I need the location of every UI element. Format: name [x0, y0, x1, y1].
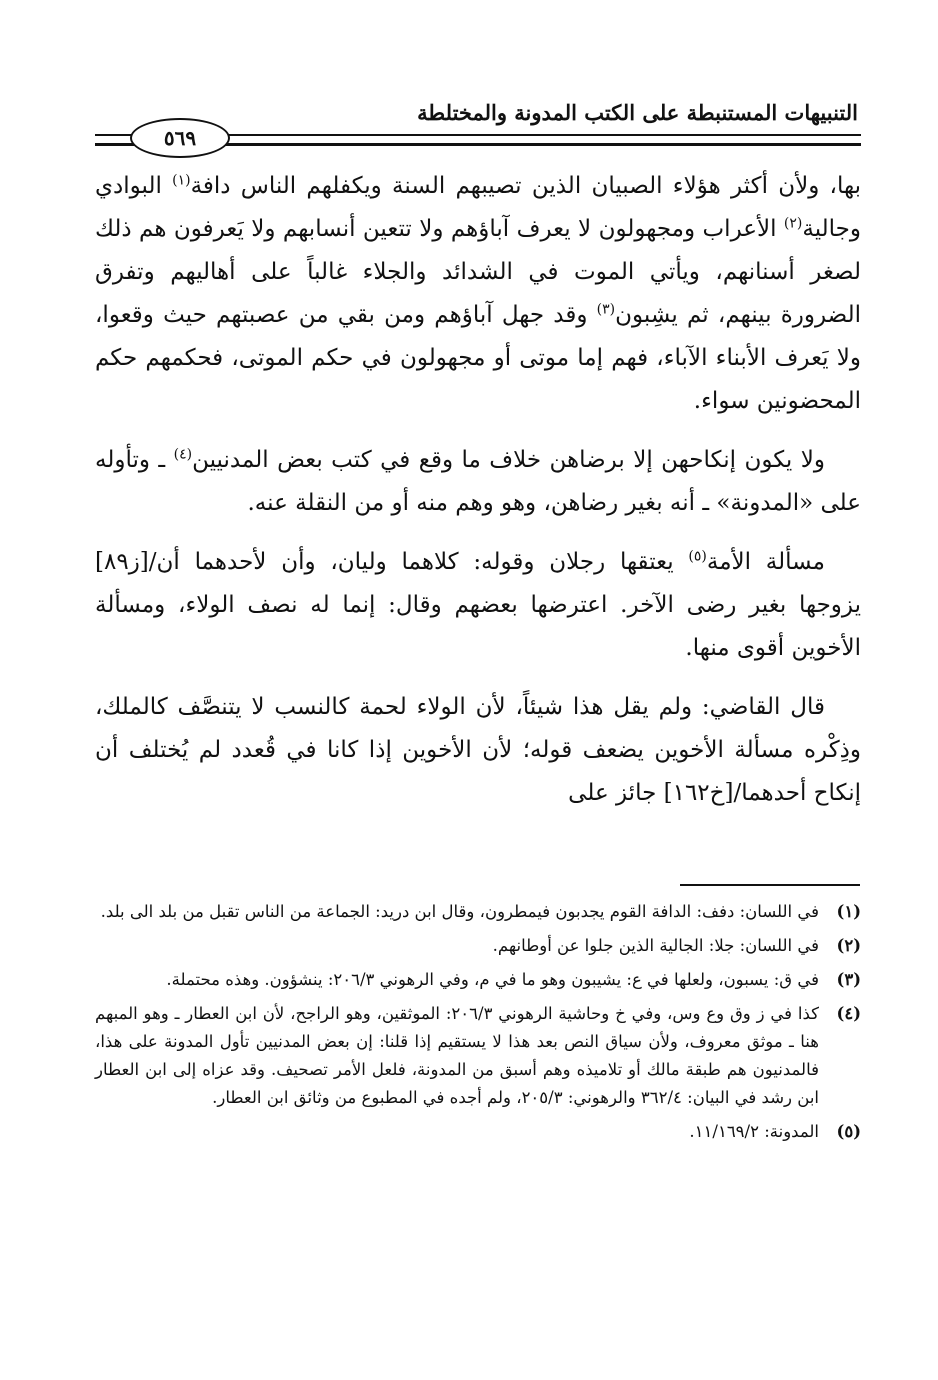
footnote-item [95, 898, 861, 926]
footnote-number: (٣) [836, 970, 861, 989]
text-run: البوادي وجالية [95, 173, 861, 242]
footnote-ref[interactable]: (٤) [173, 446, 193, 463]
paragraph [95, 686, 861, 815]
footnote-ref[interactable]: (٥) [688, 548, 707, 565]
footnote-number: (٤) [836, 1004, 861, 1023]
footnote-text: في ق: يسبون، ولعلها في ع: يشيبون وهو ما في م، وفي الرهوني ٢٠٦/٣: ينشؤون. وهذه محتملة. [166, 970, 819, 989]
page-number-ornament [130, 118, 230, 158]
footnote-text: المدونة: ١١/١٦٩/٢. [689, 1122, 819, 1141]
text-run: يعتقها رجلان وقوله: كلاهما وليان، وأن لأحدهما أن/[ز٨٩] يزوجها بغير رضى الآخر. اعترضها بعضهم وقال: إنما له نصف الولاء، ومسألة الأخوين أقوى منها. [95, 549, 861, 661]
footnote-text: في اللسان: دفف: الدافة القوم يجدبون فيمطرون، وقال ابن دريد: الجماعة من الناس تقبل من بلد الى بلد. [100, 902, 819, 921]
footnote-number: (٢) [836, 936, 861, 955]
footnote-text: في اللسان: جلا: الجالية الذين جلوا عن أوطانهم. [492, 936, 819, 955]
running-header-title: التنبيهات المستنبطة على الكتب المدونة والمختلطة [417, 100, 858, 125]
footnote-separator [680, 884, 860, 886]
footnote-ref[interactable]: (٢) [783, 215, 803, 232]
text-run: بها، ولأن أكثر هؤلاء الصبيان الذين تصيبهم السنة ويكفلهم الناس دافة [190, 173, 861, 199]
paragraph [95, 165, 861, 423]
text-run: قال القاضي: ولم يقل هذا شيئاً، لأن الولاء لحمة كالنسب لا يتنصَّف كالملك، وذِكْره مسألة الأخوين يضعف قوله؛ لأن الأخوين إذا كانا في قُعدد لم يُختلف أن إنكاح أحدهما/[خ١٦٢] جائز على [95, 694, 861, 806]
text-run: مسألة الأمة [706, 549, 825, 575]
paragraph [95, 439, 861, 525]
text-run: الأعراب ومجهولون لا يعرف آباؤهم ولا تتعين أنسابهم ولا يَعرفون هم ذلك لصغر أسنانهم، ويأتي الموت في الشدائد والجلاء غالباً على أهاليهم وتفرق الضرورة بينهم، ثم يشِبون [95, 216, 862, 328]
footnote-item [95, 932, 861, 960]
text-run: ولا يكون إنكاحهن إلا برضاهن خلاف ما وقع في كتب بعض المدنيين [192, 447, 825, 473]
footnote-ref[interactable]: (١) [172, 172, 191, 189]
main-text [95, 165, 861, 831]
footnote-item [95, 1118, 861, 1146]
footnote-text: كذا في ز وق وع وس، وفي خ وحاشية الرهوني ٢٠٦/٣: الموثقين، وهو الراجح، لأن ابن العطار ـ وهو المبهم هنا ـ موثق معروف، ولأن سياق النص بعد هذا لا يستقيم إذا قلنا: إن بعض المدنيين تأول المدونة على هذا، فالمدنيون هم طبقة مالك أو تلاميذه وهم أسبق من المدونة، فلعل الأمر تصحيف. وقد عزاه إلى ابن العطار ابن رشد في البيان: ٣٦٢/٤ والرهوني: ٢٠٥/٣، ولم أجده في المطبوع من وثائق ابن العطار. [95, 1004, 819, 1107]
footnote-number: (١) [836, 902, 861, 921]
footnote-number: (٥) [836, 1122, 861, 1141]
text-run: ـ وتأوله على «المدونة» ـ أنه بغير رضاهن، وهو وهم منه أو من النقلة عنه. [95, 447, 861, 516]
text-run: وقد جهل آباؤهم ومن بقي من عصبتهم حيث وقعوا، ولا يَعرف الأبناء الآباء، فهم إما موتى أو مجهولون في حكم الموتى، فحكمهم حكم المحضونين سواء. [95, 302, 861, 414]
footnote-item [95, 966, 861, 994]
footnote-item [95, 1000, 861, 1112]
footnote-ref[interactable]: (٣) [596, 301, 616, 318]
footnotes [95, 898, 861, 1152]
paragraph [95, 541, 861, 670]
page-number: ٥٦٩ [163, 126, 197, 150]
